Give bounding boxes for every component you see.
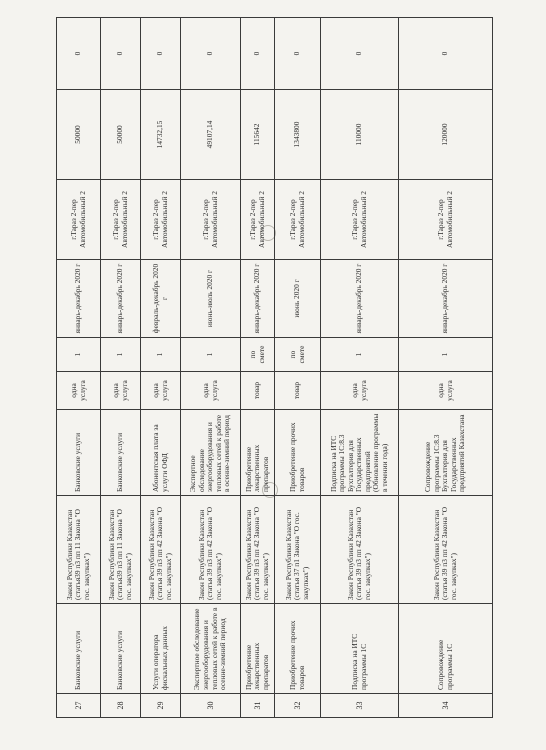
quantity-cell: по смете [241,338,275,372]
quantity-cell: 1 [57,338,101,372]
period-cell: январь-декабрь 2020 г [101,260,141,338]
advance-cell: 0 [141,18,181,90]
amount-cell: 110000 [321,90,399,180]
item-description-cell: Банковские услуги [57,410,101,496]
table-body [57,18,493,718]
delivery-place-cell: г.Тараз 2-пер Автомобильный 2 [181,180,241,260]
table-row [275,18,321,718]
advance-cell: 0 [241,18,275,90]
item-description-cell: Приобретение лекарственных препаратов [241,410,275,496]
row-number-cell: 33 [321,694,399,718]
row-number-cell: 30 [181,694,241,718]
table-row [399,18,493,718]
period-cell: январь-декабрь 2020 г [399,260,493,338]
table-row [101,18,141,718]
period-cell: июнь 2020 г [275,260,321,338]
advance-cell: 0 [321,18,399,90]
procurement-plan-table [56,17,493,718]
amount-cell: 120000 [399,90,493,180]
row-number-cell: 31 [241,694,275,718]
delivery-place-cell: г.Тараз 2-пер Автомобильный 2 [141,180,181,260]
amount-cell: 49107,14 [181,90,241,180]
item-name-cell: Экспертное обследование энергооборудования и тепловых сетей к работе в осенне-зимний период [181,604,241,694]
legal-basis-cell: Закон Республики Казахстан (статья 39 п3 пп 42 Закона "О гос. закупках") [399,496,493,604]
table-row [141,18,181,718]
unit-cell: одна услуга [321,372,399,410]
amount-cell: 115642 [241,90,275,180]
advance-cell: 0 [399,18,493,90]
advance-cell: 0 [275,18,321,90]
legal-basis-cell: Закон Республики Казахстан (статья39 п3 пп 11 Закона "О гос. закупках") [101,496,141,604]
legal-basis-cell: Закон Республики Казахстан (статья 37 п1 Закона "О гос. закупках") [275,496,321,604]
unit-cell: одна услуга [101,372,141,410]
amount-cell: 50000 [57,90,101,180]
unit-cell: одна услуга [57,372,101,410]
amount-cell: 1343800 [275,90,321,180]
row-number-cell: 29 [141,694,181,718]
delivery-place-cell: г.Тараз 2-пер Автомобильный 2 [275,180,321,260]
delivery-place-cell: г.Тараз 2-пер Автомобильный 2 [57,180,101,260]
legal-basis-cell: Закон Республики Казахстан (статья39 п3 пп 11 Закона "О гос. закупках") [57,496,101,604]
item-name-cell: Приобретение лекарственных препаратов [241,604,275,694]
delivery-place-cell: г.Тараз 2-пер Автомобильный 2 [321,180,399,260]
advance-cell: 0 [181,18,241,90]
legal-basis-cell: Закон Республики Казахстан (статья 39 п3 пп 42 Закона "О гос. закупках") [181,496,241,604]
delivery-place-cell: г.Тараз 2-пер Автомобильный 2 [399,180,493,260]
row-number-cell: 28 [101,694,141,718]
item-name-cell: Приобретение прочих товаров [275,604,321,694]
item-description-cell: Банковские услуги [101,410,141,496]
period-cell: январь-декабрь 2020 г [241,260,275,338]
item-description-cell: Абонентская плата за услуги ОФД [141,410,181,496]
advance-cell: 0 [57,18,101,90]
table-row [241,18,275,718]
unit-cell: товар [275,372,321,410]
item-description-cell: Экспертное обследование энергооборудования и тепловых сетей к работе в осенне-зимний период [181,410,241,496]
period-cell: июнь-июль 2020 г [181,260,241,338]
item-description-cell: Приобретение прочих товаров [275,410,321,496]
table-row [181,18,241,718]
period-cell: январь-декабрь 2020 г [57,260,101,338]
item-name-cell: Сопровождение программы 1С [399,604,493,694]
item-description-cell: Подписка на ИТС программы 1С:8.3 Бухгалтерия для Государственных предприятий (Обновление программы в течении года) [321,410,399,496]
item-name-cell: Подписка на ИТС программы 1С [321,604,399,694]
unit-cell: одна услуга [399,372,493,410]
item-description-cell: Сопровождение программы 1С:8.3 Бухгалтерия для Государственных предприятий Казахстана [399,410,493,496]
procurement-table-rotated [56,18,492,718]
unit-cell: товар [241,372,275,410]
period-cell: февраль-декабрь 2020 г [141,260,181,338]
legal-basis-cell: Закон Республики Казахстан (статья 39 п3 пп 42 Закона "О гос. закупках") [321,496,399,604]
table-row [57,18,101,718]
quantity-cell: 1 [141,338,181,372]
delivery-place-cell: г.Тараз 2-пер Автомобильный 2 [241,180,275,260]
quantity-cell: по смете [275,338,321,372]
legal-basis-cell: Закон Республики Казахстан (статья 39 п3 пп 42 Закона "О гос. закупках") [141,496,181,604]
item-name-cell: Услуги оператора фискальных данных [141,604,181,694]
advance-cell: 0 [101,18,141,90]
legal-basis-cell: Закон Республики Казахстан (статья 39 п3 пп 42 Закона "О гос. закупках") [241,496,275,604]
unit-cell: одна услуга [141,372,181,410]
quantity-cell: 1 [321,338,399,372]
item-name-cell: Банковские услуги [101,604,141,694]
row-number-cell: 34 [399,694,493,718]
amount-cell: 14732,15 [141,90,181,180]
row-number-cell: 32 [275,694,321,718]
quantity-cell: 1 [101,338,141,372]
row-number-cell: 27 [57,694,101,718]
amount-cell: 50000 [101,90,141,180]
unit-cell: одна услуга [181,372,241,410]
quantity-cell: 1 [181,338,241,372]
delivery-place-cell: г.Тараз 2-пер Автомобильный 2 [101,180,141,260]
quantity-cell: 1 [399,338,493,372]
period-cell: январь-декабрь 2020 г [321,260,399,338]
table-row [321,18,399,718]
item-name-cell: Банковские услуги [57,604,101,694]
